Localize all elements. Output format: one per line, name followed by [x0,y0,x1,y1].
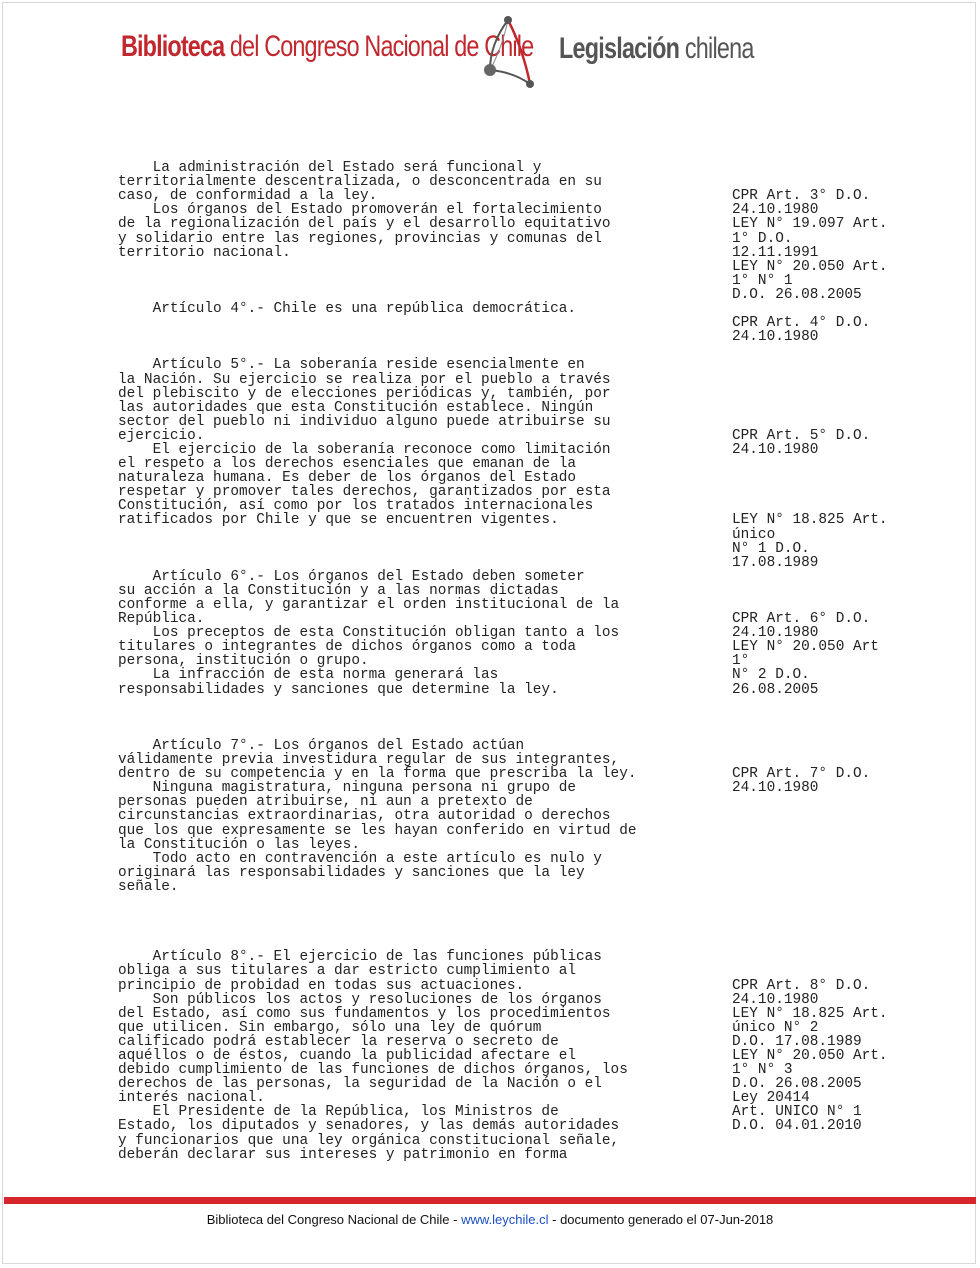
body-text-line: interés nacional. [118,1089,265,1107]
body-text-line: deberán declarar sus intereses y patrimonio en forma [118,1145,568,1163]
leychile-link[interactable]: www.leychile.cl [461,1212,549,1227]
body-text-line [118,330,694,344]
legal-reference-line [732,809,924,823]
body-text-line: circunstancias extraordinarias, otra autoridad o derechos [118,807,611,825]
legal-reference-line: 1° N° 3 [732,1061,793,1079]
legal-reference-line [732,922,924,936]
body-text-line: La administración del Estado será funcional y [118,159,542,177]
body-text-line [118,260,694,274]
body-text-line [118,894,694,908]
body-text-line [118,528,694,542]
legal-reference-line: D.O. 26.08.2005 [732,285,862,303]
legal-reference-line [732,950,924,964]
body-text-line: su acción a la Constitución y a las normas dictadas [118,581,559,599]
body-text-line: y funcionarios que una ley orgánica constitucional señale, [118,1131,620,1149]
body-text-line: obliga a sus titulares a dar estricto cumplimiento al [118,962,576,980]
legal-reference-line [732,697,924,711]
footer-red-bar [4,1197,976,1204]
legal-reference-line: 24.10.1980 [732,201,819,219]
body-text-line: Constitución, así como por los tratados internacionales [118,497,594,515]
legal-reference-line [732,936,924,950]
legal-reference-line [732,711,924,725]
bcn-logo-rest: del Congreso Nacional de Chile [224,30,534,63]
legal-reference-line [732,471,924,485]
legal-reference-line: LEY N° 19.097 Art. [732,215,888,233]
legal-reference-line: CPR Art. 5° D.O. [732,426,871,444]
body-text-line: Estado, los diputados y senadores, y las demás autoridades [118,1117,620,1135]
bcn-logo-text[interactable] [121,30,533,64]
legal-reference-line: LEY N° 20.050 Art. [732,1047,888,1064]
legal-reference-line: N° 1 D.O. [732,539,810,557]
legal-reference-line: 24.10.1980 [732,440,819,458]
body-text-line [118,274,694,288]
legal-references-column [732,147,932,1134]
body-text-line [118,542,694,556]
legislacion-logo-icon [478,14,550,94]
legal-reference-line: CPR Art. 8° D.O. [732,976,871,994]
legal-reference-line: 1° [732,652,750,670]
legal-reference-line: único N° 2 [732,1018,819,1036]
body-text-line: derechos de las personas, la seguridad de la Nación o el [118,1075,602,1093]
body-text-line: la Nación. Su ejercicio se realiza por el pueblo a través [118,370,611,388]
legal-reference-line [732,387,924,401]
legal-reference-line: LEY N° 20.050 Art [732,638,879,656]
body-text-line [118,922,694,936]
body-text-line: ratificados por Chile y que se encuentren vigentes. [118,511,559,529]
body-text-line: dentro de su competencia y en la forma que prescriba la ley. [118,765,637,783]
legal-reference-line: CPR Art. 6° D.O. [732,610,871,628]
legal-reference-line [732,908,924,922]
body-text-line [118,908,694,922]
legal-reference-line [732,485,924,499]
body-text-line: del Estado, así como sus fundamentos y los procedimientos [118,1004,611,1022]
legal-reference-line: LEY N° 20.050 Art. [732,257,888,275]
bcn-logo-strong: Biblioteca [121,30,225,63]
legal-reference-line: 1° N° 1 [732,271,793,289]
body-text-line: caso, de conformidad a la ley. [118,187,378,205]
legislacion-logo-strong: Legislación [559,32,680,65]
body-text-line: Los órganos del Estado promoverán el fortalecimiento [118,201,602,219]
body-text-line: señale. [118,877,179,895]
legal-reference-line: único [732,525,776,543]
body-text-line: respetar y promover tales derechos, garantizados por esta [118,483,611,501]
body-text-line: Todo acto en contravención a este artículo es nulo y [118,849,602,867]
body-text-line [118,697,694,711]
legal-reference-line: CPR Art. 4° D.O. [732,314,871,332]
legal-reference-line [732,795,924,809]
body-text-line: responsabilidades y sanciones que determine la ley. [118,680,559,698]
legal-reference-line [732,725,924,739]
legal-reference-line [732,457,924,471]
legal-reference-line: N° 2 D.O. [732,666,810,684]
legal-reference-line [732,880,924,894]
body-text-line: originará las responsabilidades y sanciones que la ley [118,863,585,881]
legal-reference-line: D.O. 04.01.2010 [732,1117,862,1135]
body-text-line: El Presidente de la República, los Ministros de [118,1103,559,1121]
legal-reference-line [732,358,924,372]
legal-reference-line: 12.11.1991 [732,243,819,261]
legal-reference-line [732,852,924,866]
body-text-line: el respeto a los derechos esenciales que emanan de la [118,455,576,473]
body-text-line: la Constitución o las leyes. [118,835,360,853]
body-text-line: Son públicos los actos y resoluciones de los órganos [118,990,602,1008]
legal-reference-line: 26.08.2005 [732,680,819,698]
body-text-line: El ejercicio de la soberanía reconoce como limitación [118,440,611,458]
body-text-line: naturaleza humana. Es deber de los órganos del Estado [118,469,576,487]
body-text-line: La infracción de esta norma generará las [118,666,499,684]
legal-reference-line [732,373,924,387]
legal-reference-line [732,584,924,598]
body-text-line: válidamente previa investidura regular de sus integrantes, [118,751,620,769]
legal-reference-line: 24.10.1980 [732,624,819,642]
body-text-line: que utilicen. Sin embargo, sólo una ley de quórum [118,1018,542,1036]
body-text-line: personas pueden atribuirse, ni aun a pretexto de [118,793,533,811]
body-text-line: Ninguna magistratura, ninguna persona ni grupo de [118,779,576,797]
legal-reference-line [732,739,924,753]
body-text-line: que los que expresamente se les hayan conferido en virtud de [118,821,637,839]
document-body-text [118,147,718,1162]
legal-reference-line [732,344,924,358]
legal-reference-line: 1° D.O. [732,229,793,247]
legal-reference-line [732,570,924,584]
legislacion-logo-rest: chilena [679,32,754,65]
body-text-line: territorialmente descentralizada, o desconcentrada en su [118,173,602,191]
legal-reference-line [732,161,924,175]
body-text-line: aquéllos o de éstos, cuando la publicidad afectare el [118,1047,576,1064]
body-text-line: persona, institución o grupo. [118,652,369,670]
body-text-line: del plebiscito y de elecciones periódicas y, también, por [118,384,611,402]
legal-reference-line: 24.10.1980 [732,328,819,346]
body-text-line: Artículo 6°.- Los órganos del Estado deben someter [118,567,585,585]
body-text-line: conforme a ella, y garantizar el orden institucional de la [118,596,620,613]
body-text-line: Los preceptos de esta Constitución obligan tanto a los [118,624,620,642]
body-text-line: territorio nacional. [118,243,291,261]
body-text-line: ejercicio. [118,426,205,444]
body-text-line [118,711,694,725]
page-header [0,0,980,110]
body-text-line: debido cumplimiento de las funciones de dichos órganos, los [118,1061,628,1079]
body-text-line: Artículo 8°.- El ejercicio de las funciones públicas [118,948,602,966]
body-text-line: República. [118,610,205,628]
legal-reference-line [732,866,924,880]
legal-reference-line: 24.10.1980 [732,990,819,1008]
page-footer [0,1212,980,1227]
footer-suffix: - documento generado el 07-Jun-2018 [548,1212,774,1227]
legal-reference-line: D.O. 26.08.2005 [732,1075,862,1093]
body-text-line: titulares o integrantes de dichos órganos como a toda [118,638,576,656]
body-text-line: Artículo 7°.- Los órganos del Estado actúan [118,736,525,754]
legal-reference-line: LEY N° 18.825 Art. [732,511,888,529]
body-text-line [118,316,694,330]
legislacion-logo-text[interactable] [559,32,754,66]
body-text-line: de la regionalización del país y el desarrollo equitativo [118,215,611,233]
legal-reference-line [732,147,924,161]
body-text-line: sector del pueblo ni individuo alguno puede atribuirse su [118,412,611,430]
legal-reference-line: Ley 20414 [732,1089,810,1107]
legal-reference-line: D.O. 17.08.1989 [732,1032,862,1050]
legal-reference-line: Art. UNICO N° 1 [732,1103,862,1121]
body-text-line: las autoridades que esta Constitución establece. Ningún [118,398,594,416]
legal-reference-line: CPR Art. 3° D.O. [732,187,871,205]
body-text-line: calificado podrá establecer la reserva o secreto de [118,1032,559,1050]
legal-reference-line: 24.10.1980 [732,779,819,797]
legal-reference-line [732,401,924,415]
body-text-line: principio de probidad en todas sus actuaciones. [118,976,525,994]
body-text-line: Artículo 4°.- Chile es una república democrática. [118,300,576,318]
legal-reference-line: LEY N° 18.825 Art. [732,1004,888,1022]
body-text-line: y solidario entre las regiones, provincias y comunas del [118,229,602,247]
legal-reference-line [732,894,924,908]
legal-reference-line [732,824,924,838]
legal-reference-line: CPR Art. 7° D.O. [732,765,871,783]
legal-reference-line: 17.08.1989 [732,553,819,571]
footer-prefix: Biblioteca del Congreso Nacional de Chile - [206,1212,462,1227]
legal-reference-line [732,838,924,852]
body-text-line: Artículo 5°.- La soberanía reside esencialmente en [118,356,585,374]
